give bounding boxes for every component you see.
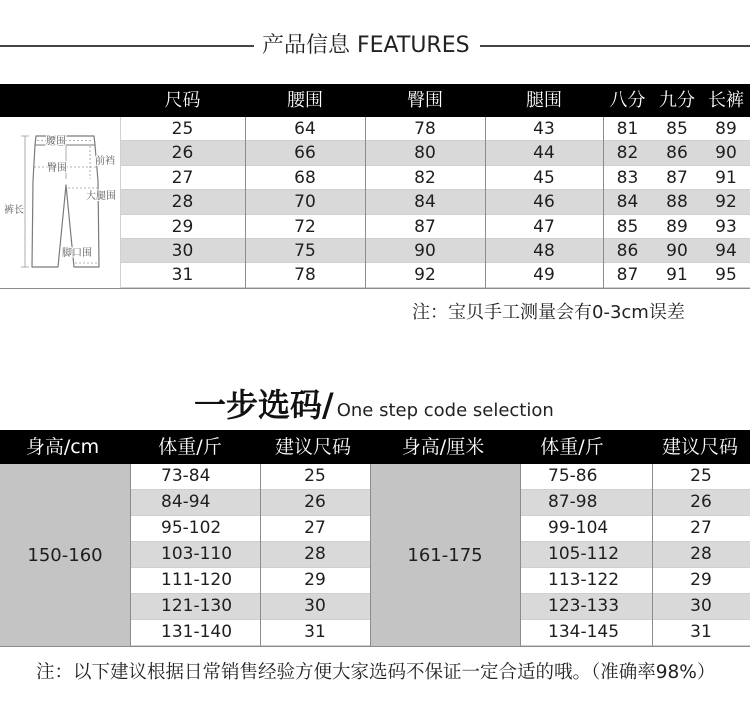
recommended-size-cell: 25 <box>690 466 712 486</box>
measurement-table <box>0 117 750 289</box>
thigh-label: 大腿围 <box>86 191 116 202</box>
measurement-row <box>120 239 750 263</box>
hip-cell: 78 <box>414 119 436 139</box>
title-rule-right <box>480 45 750 47</box>
recommended-size-cell: 27 <box>690 518 712 538</box>
recommended-size-cell: 31 <box>304 622 326 642</box>
recommended-size-cell: 28 <box>304 544 326 564</box>
weight-range-cell: 111-120 <box>161 570 233 590</box>
thigh-cell: 45 <box>533 167 555 188</box>
col-header-height-cm-2: 身高/厘米 <box>401 436 485 458</box>
size-cell: 31 <box>171 265 194 286</box>
hip-cell: 82 <box>414 167 436 188</box>
col-header-thigh: 腿围 <box>526 90 562 111</box>
length-80pct-cell: 85 <box>616 216 639 237</box>
measurement-note: 注：宝贝手工测量会有0-3cm误差 <box>412 302 685 323</box>
selection-row <box>520 464 750 490</box>
weight-range-cell: 87-98 <box>548 492 598 512</box>
length-90pct-cell: 87 <box>666 167 688 188</box>
weight-range-cell: 123-133 <box>548 596 620 616</box>
column-divider <box>520 464 521 646</box>
selection-table-header <box>0 430 750 464</box>
selection-row <box>520 594 750 620</box>
column-divider <box>260 464 261 646</box>
weight-range-cell: 131-140 <box>161 622 233 642</box>
waist-label: 腰围 <box>46 136 66 147</box>
selection-title-cn: 一步选码/ <box>194 386 334 424</box>
size-cell: 29 <box>171 216 194 237</box>
weight-range-cell: 103-110 <box>161 544 233 564</box>
col-header-hip: 臀围 <box>407 90 443 111</box>
recommended-size-cell: 30 <box>304 596 326 616</box>
length-80pct-cell: 87 <box>616 265 639 286</box>
hip-label: 臀围 <box>47 163 67 174</box>
front-rise-label: 前裆 <box>95 156 115 167</box>
full-length-cell: 94 <box>715 240 737 261</box>
selection-row <box>130 490 370 516</box>
measurement-row <box>120 190 750 214</box>
selection-row <box>130 464 370 490</box>
recommended-size-cell: 30 <box>690 596 712 616</box>
recommended-size-cell: 29 <box>304 570 326 590</box>
selection-row <box>130 516 370 542</box>
full-length-cell: 89 <box>715 119 737 139</box>
height-range-cell: 150-160 <box>0 464 130 646</box>
size-cell: 27 <box>171 167 194 188</box>
selection-row <box>130 594 370 620</box>
recommended-size-cell: 31 <box>690 622 712 642</box>
col-header-weight-2: 体重/斤 <box>540 436 604 458</box>
waist-cell: 72 <box>294 216 316 237</box>
selection-row <box>520 620 750 646</box>
selection-row <box>520 516 750 542</box>
length-90pct-cell: 85 <box>666 119 688 139</box>
length-90pct-cell: 86 <box>666 143 688 164</box>
recommended-size-cell: 29 <box>690 570 712 590</box>
column-divider <box>365 117 366 288</box>
thigh-cell: 46 <box>533 192 555 213</box>
column-divider <box>603 117 604 288</box>
recommended-size-cell: 28 <box>690 544 712 564</box>
measurement-rows <box>120 117 750 288</box>
full-length-cell: 91 <box>715 167 737 188</box>
recommended-size-cell: 25 <box>304 466 326 486</box>
col-header-weight: 体重/斤 <box>158 436 222 458</box>
weight-range-cell: 134-145 <box>548 622 620 642</box>
full-length-cell: 95 <box>715 265 737 286</box>
measurement-table-header <box>0 84 750 117</box>
recommended-size-cell: 26 <box>304 492 326 512</box>
measurement-row <box>120 215 750 239</box>
pants-diagram <box>0 117 120 288</box>
thigh-cell: 43 <box>533 119 555 139</box>
col-header-length-90pct: 九分 <box>659 90 695 111</box>
selection-row <box>520 542 750 568</box>
column-divider <box>485 117 486 288</box>
selection-rows-left <box>130 464 370 646</box>
length-80pct-cell: 86 <box>616 240 639 261</box>
weight-range-cell: 99-104 <box>548 518 609 538</box>
col-header-recommended-size-2: 建议尺码 <box>661 436 738 458</box>
weight-range-cell: 121-130 <box>161 596 233 616</box>
weight-range-cell: 73-84 <box>161 466 211 486</box>
size-cell: 25 <box>171 119 194 139</box>
column-divider <box>370 464 371 646</box>
col-header-length-80pct: 八分 <box>609 90 646 111</box>
full-length-cell: 90 <box>715 143 737 164</box>
selection-note: 注：以下建议根据日常销售经验方便大家选码不保证一定合适的哦。（准确率98%） <box>36 662 716 683</box>
waist-cell: 68 <box>294 167 316 188</box>
recommended-size-cell: 26 <box>690 492 712 512</box>
features-title: 产品信息 FEATURES <box>262 33 470 58</box>
length-90pct-cell: 90 <box>666 240 688 261</box>
weight-range-cell: 75-86 <box>548 466 598 486</box>
height-range-cell: 161-175 <box>370 464 520 646</box>
waist-cell: 64 <box>294 119 316 139</box>
measurement-row <box>120 117 750 141</box>
leg-opening-label: 脚口围 <box>62 248 92 259</box>
full-length-cell: 93 <box>715 216 737 237</box>
weight-range-cell: 105-112 <box>548 544 620 564</box>
length-80pct-cell: 82 <box>616 143 639 164</box>
selection-row <box>520 490 750 516</box>
column-divider <box>130 464 131 646</box>
length-90pct-cell: 89 <box>666 216 688 237</box>
waist-cell: 70 <box>294 192 316 213</box>
size-cell: 28 <box>171 192 194 213</box>
size-cell: 26 <box>171 143 194 164</box>
full-length-cell: 92 <box>715 192 737 213</box>
col-header-waist: 腰围 <box>287 90 323 111</box>
weight-range-cell: 113-122 <box>548 570 620 590</box>
selection-title-en: One step code selection <box>336 400 554 421</box>
col-header-size: 尺码 <box>164 90 201 111</box>
length-90pct-cell: 88 <box>666 192 688 213</box>
length-80pct-cell: 83 <box>616 167 639 188</box>
waist-cell: 78 <box>294 265 316 286</box>
measurement-row <box>120 166 750 190</box>
hip-cell: 84 <box>414 192 436 213</box>
length-80pct-cell: 84 <box>616 192 639 213</box>
thigh-cell: 48 <box>533 240 555 261</box>
column-divider <box>245 117 246 288</box>
selection-row <box>130 620 370 646</box>
selection-row <box>520 568 750 594</box>
col-header-height-cm: 身高/cm <box>25 436 100 458</box>
recommended-size-cell: 27 <box>304 518 326 538</box>
weight-range-cell: 95-102 <box>161 518 222 538</box>
hip-cell: 90 <box>414 240 436 261</box>
title-rule-left <box>0 45 254 47</box>
col-header-full-length: 长裤 <box>708 90 744 111</box>
thigh-cell: 49 <box>533 265 555 286</box>
measurement-row <box>120 263 750 287</box>
measurement-row <box>120 141 750 165</box>
length-label: 裤长 <box>4 205 24 216</box>
thigh-cell: 47 <box>533 216 555 237</box>
selection-row <box>130 542 370 568</box>
selection-table <box>0 464 750 647</box>
thigh-cell: 44 <box>533 143 555 164</box>
col-header-recommended-size: 建议尺码 <box>274 436 351 458</box>
selection-rows-right <box>520 464 750 646</box>
size-cell: 30 <box>171 240 194 261</box>
weight-range-cell: 84-94 <box>161 492 211 512</box>
waist-cell: 66 <box>294 143 316 164</box>
selection-title <box>194 384 554 426</box>
selection-row <box>130 568 370 594</box>
pants-diagram-svg <box>0 117 120 287</box>
column-divider <box>120 117 121 288</box>
column-divider <box>652 464 653 646</box>
length-80pct-cell: 81 <box>616 119 639 139</box>
waist-cell: 75 <box>294 240 316 261</box>
hip-cell: 92 <box>414 265 436 286</box>
length-90pct-cell: 91 <box>666 265 688 286</box>
hip-cell: 80 <box>414 143 436 164</box>
hip-cell: 87 <box>414 216 436 237</box>
